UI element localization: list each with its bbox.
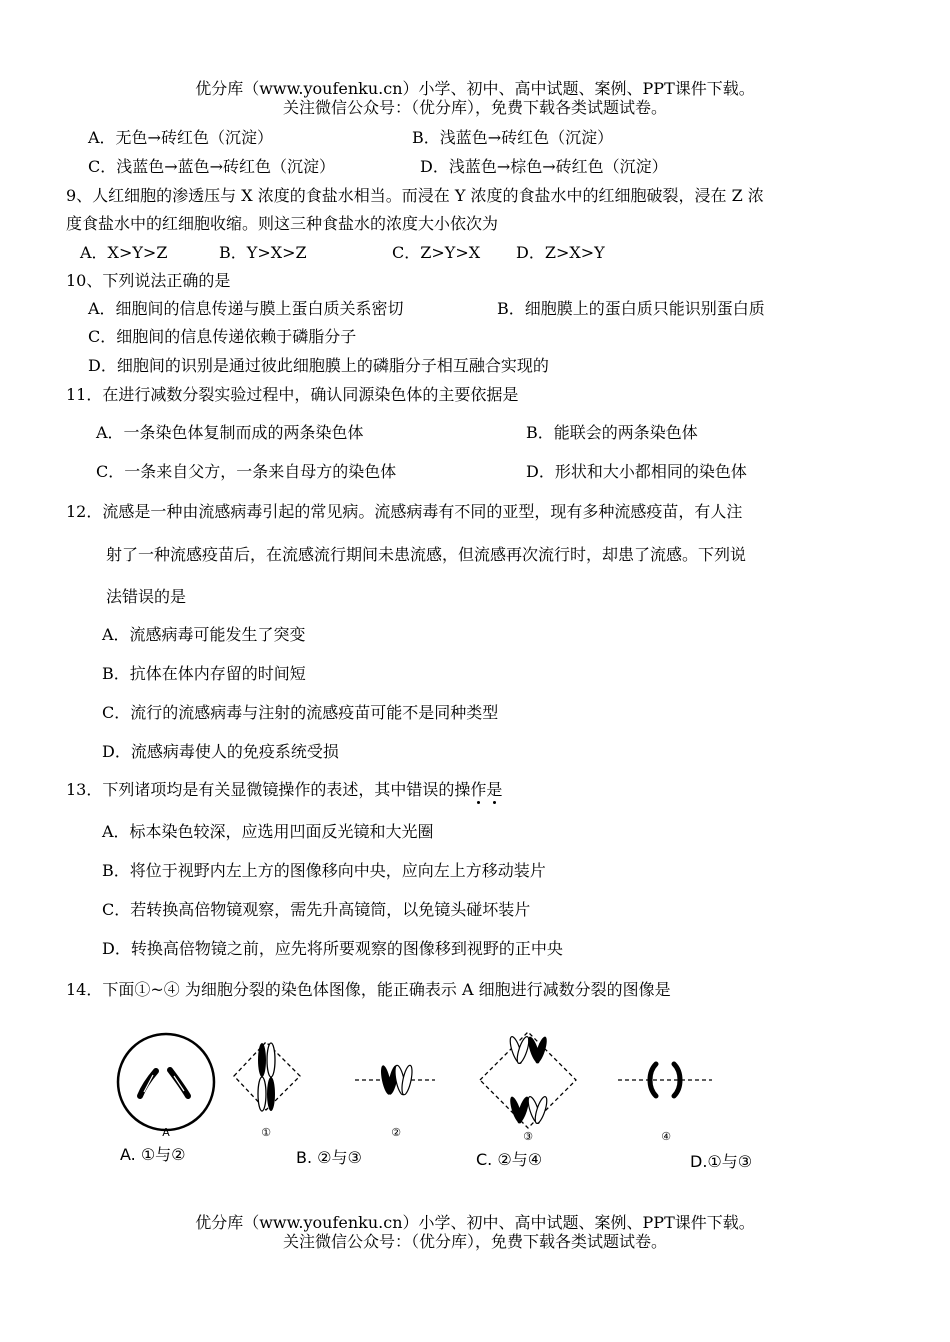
q8-option-b: B．浅蓝色→砖红色（沉淀） xyxy=(412,128,614,147)
figure-1-diagram xyxy=(234,1042,300,1111)
q9-option-b: B．Y>X>Z xyxy=(219,243,307,262)
q14-option-c: C. ②与④ xyxy=(476,1150,543,1169)
q9-stem-line-2: 度食盐水中的红细胞收缩。则这三种食盐水的浓度大小依次为 xyxy=(66,214,499,233)
fig-label-3: ③ xyxy=(523,1130,533,1143)
q13-option-a: A．标本染色较深，应选用凹面反光镜和大光圈 xyxy=(102,822,434,841)
q13-option-d: D．转换高倍物镜之前，应先将所要观察的图像移到视野的正中央 xyxy=(102,939,563,958)
figure-4-diagram xyxy=(618,1064,712,1096)
fig-label-1: ① xyxy=(261,1126,271,1139)
q12-stem-line-1: 12．流感是一种由流感病毒引起的常见病。流感病毒有不同的亚型，现有多种流感疫苗，有人注 xyxy=(66,502,743,521)
q11-stem: 11．在进行减数分裂实验过程中，确认同源染色体的主要依据是 xyxy=(66,385,519,404)
q14-stem: 14．下面①~④ 为细胞分裂的染色体图像，能正确表示 A 细胞进行减数分裂的图像是 xyxy=(66,980,671,999)
q10-option-d: D．细胞间的识别是通过彼此细胞膜上的磷脂分子相互融合实现的 xyxy=(88,356,549,375)
cell-division-figure xyxy=(100,1020,780,1175)
q8-option-d: D．浅蓝色→棕色→砖红色（沉淀） xyxy=(420,157,668,176)
q10-option-b: B．细胞膜上的蛋白质只能识别蛋白质 xyxy=(497,299,765,318)
q13-option-c: C．若转换高倍物镜观察，需先升高镜筒，以免镜头碰坏装片 xyxy=(102,900,531,919)
q9-option-d: D．Z>X>Y xyxy=(516,243,605,262)
q12-stem-line-2: 射了一种流感疫苗后，在流感流行期间未患流感，但流感再次流行时，却患了流感。下列说 xyxy=(106,545,747,564)
figure-2-diagram xyxy=(355,1064,435,1095)
header-line-2: 关注微信公众号：（优分库），免费下载各类试题试卷。 xyxy=(282,98,667,117)
q10-stem: 10、下列说法正确的是 xyxy=(66,271,231,290)
q11-option-d: D．形状和大小都相同的染色体 xyxy=(526,462,747,481)
q8-option-c: C．浅蓝色→蓝色→砖红色（沉淀） xyxy=(88,157,336,176)
figure-3-diagram xyxy=(480,1032,576,1128)
q13-stem: 13．下列诸项均是有关显微镜操作的表述，其中错误的操作是 xyxy=(66,780,503,799)
q11-option-b: B．能联会的两条染色体 xyxy=(526,423,698,442)
q12-option-d: D．流感病毒使人的免疫系统受损 xyxy=(102,742,339,761)
emphasis-dot xyxy=(493,801,496,804)
q11-option-a: A．一条染色体复制而成的两条染色体 xyxy=(96,423,364,442)
q12-option-b: B．抗体在体内存留的时间短 xyxy=(102,664,306,683)
q13-option-b: B．将位于视野内左上方的图像移向中央，应向左上方移动装片 xyxy=(102,861,546,880)
emphasis-dot xyxy=(477,801,480,804)
q9-option-c: C．Z>Y>X xyxy=(392,243,481,262)
footer-line-2: 关注微信公众号：（优分库），免费下载各类试题试卷。 xyxy=(282,1232,667,1251)
q10-option-a: A．细胞间的信息传递与膜上蛋白质关系密切 xyxy=(88,299,404,318)
q14-option-b: B. ②与③ xyxy=(296,1148,362,1167)
q12-stem-line-3: 法错误的是 xyxy=(106,587,187,606)
q8-option-a: A．无色→砖红色（沉淀） xyxy=(88,128,273,147)
q12-option-c: C．流行的流感病毒与注射的流感疫苗可能不是同种类型 xyxy=(102,703,499,722)
fig-label-2: ② xyxy=(391,1126,401,1139)
q14-option-a: A. ①与② xyxy=(120,1145,186,1164)
q9-option-a: A．X>Y>Z xyxy=(80,243,168,262)
q12-option-a: A．流感病毒可能发生了突变 xyxy=(102,625,306,644)
q11-option-c: C．一条来自父方，一条来自母方的染色体 xyxy=(96,462,397,481)
fig-label-a: A xyxy=(162,1126,170,1139)
cell-a-diagram xyxy=(118,1034,214,1130)
q10-option-c: C．细胞间的信息传递依赖于磷脂分子 xyxy=(88,327,357,346)
header-line-1: 优分库（www.youfenku.cn）小学、初中、高中试题、案例、PPT课件下载。 xyxy=(195,79,755,98)
footer-line-1: 优分库（www.youfenku.cn）小学、初中、高中试题、案例、PPT课件下载。 xyxy=(195,1213,755,1232)
q9-stem-line-1: 9、人红细胞的渗透压与 X 浓度的食盐水相当。而浸在 Y 浓度的食盐水中的红细胞破裂，浸在 Z 浓 xyxy=(66,186,764,205)
q14-option-d: D.①与③ xyxy=(690,1152,753,1171)
fig-label-4: ④ xyxy=(661,1130,671,1143)
